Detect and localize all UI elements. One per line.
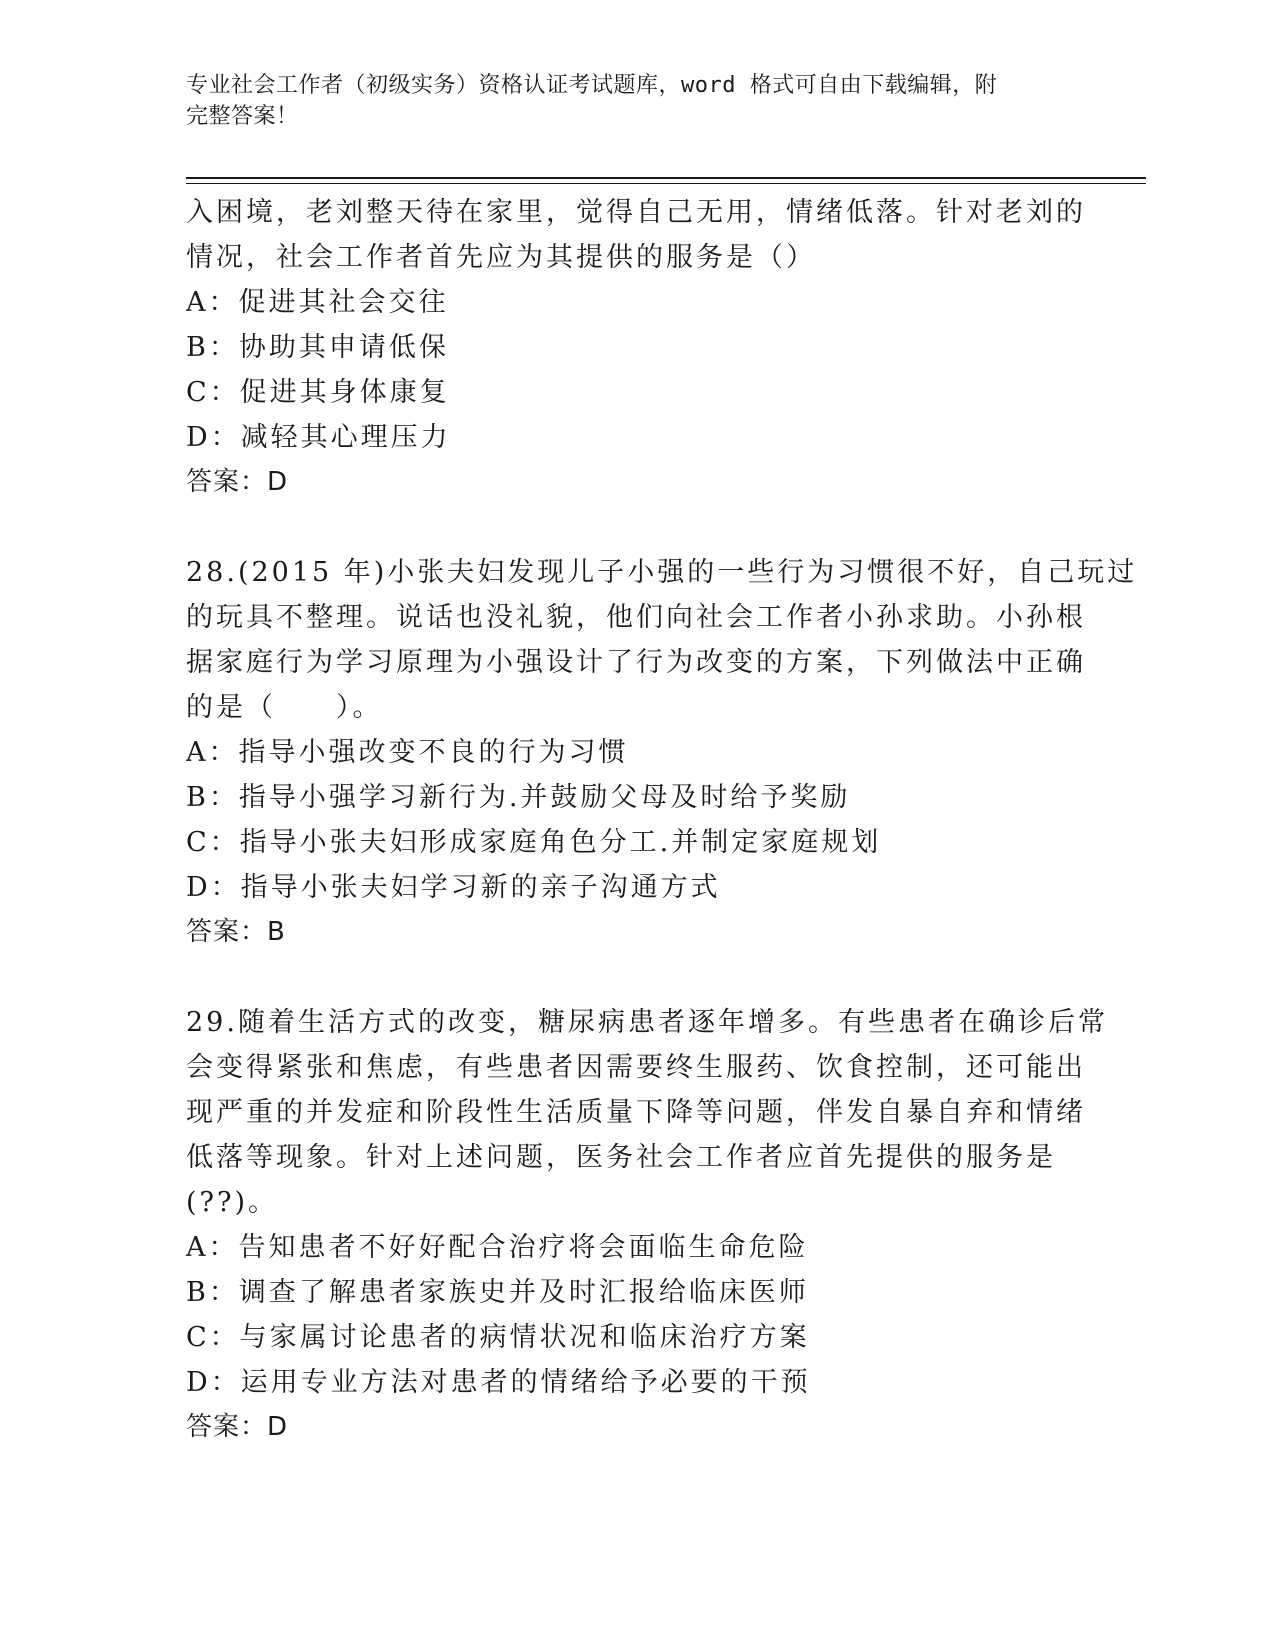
question-block-27	[186, 190, 1086, 505]
header-title-line-1: 专业社会工作者（初级实务）资格认证考试题库，word 格式可自由下载编辑，附	[186, 73, 998, 98]
question-stem-line: 29.随着生活方式的改变，糖尿病患者逐年增多。有些患者在确诊后常	[186, 1007, 1108, 1038]
document-header	[186, 70, 1086, 132]
question-stem-line: 会变得紧张和焦虑，有些患者因需要终生服药、饮食控制，还可能出	[186, 1052, 1086, 1083]
spacer	[186, 505, 1086, 550]
answer-label: 答案：D	[186, 1412, 289, 1442]
question-block-29	[186, 1000, 1108, 1450]
question-stem-line: 现严重的并发症和阶段性生活质量下降等问题，伴发自暴自弃和情绪	[186, 1097, 1086, 1128]
option-c: C：与家属讨论患者的病情状况和临床治疗方案	[186, 1322, 810, 1353]
option-b: B：协助其申请低保	[186, 332, 449, 363]
question-stem-line: 入困境，老刘整天待在家里，觉得自己无用，情绪低落。针对老刘的	[186, 197, 1086, 228]
question-list	[186, 190, 1138, 1450]
question-stem-line: (??)。	[186, 1187, 279, 1218]
question-stem-line: 低落等现象。针对上述问题，医务社会工作者应首先提供的服务是	[186, 1142, 1056, 1173]
option-c: C：指导小张夫妇形成家庭角色分工.并制定家庭规划	[186, 827, 882, 858]
option-b: B：调查了解患者家族史并及时汇报给临床医师	[186, 1277, 809, 1308]
option-d: D：减轻其心理压力	[186, 422, 451, 453]
header-rule-thick	[186, 177, 1146, 179]
question-stem-line: 情况，社会工作者首先应为其提供的服务是（）	[186, 242, 816, 273]
answer-label: 答案：D	[186, 467, 289, 497]
option-d: D：指导小张夫妇学习新的亲子沟通方式	[186, 872, 721, 903]
question-stem-line: 28.(2015 年)小张夫妇发现儿子小强的一些行为习惯很不好，自己玩过	[186, 557, 1138, 588]
question-stem-line: 的是（ ）。	[186, 692, 383, 723]
option-b: B：指导小强学习新行为.并鼓励父母及时给予奖励	[186, 782, 851, 813]
question-stem-line: 据家庭行为学习原理为小强设计了行为改变的方案，下列做法中正确	[186, 647, 1086, 678]
question-block-28	[186, 550, 1138, 955]
option-c: C：促进其身体康复	[186, 377, 450, 408]
question-stem-line: 的玩具不整理。说话也没礼貌，他们向社会工作者小孙求助。小孙根	[186, 602, 1086, 633]
option-a: A：告知患者不好好配合治疗将会面临生命危险	[186, 1232, 809, 1263]
spacer	[186, 955, 1086, 1000]
option-d: D：运用专业方法对患者的情绪给予必要的干预	[186, 1367, 811, 1398]
option-a: A：指导小强改变不良的行为习惯	[186, 737, 629, 768]
header-rule-thin	[186, 183, 1146, 184]
option-a: A：促进其社会交往	[186, 287, 449, 318]
header-title-line-2: 完整答案！	[186, 104, 299, 129]
answer-label: 答案：B	[186, 917, 286, 947]
